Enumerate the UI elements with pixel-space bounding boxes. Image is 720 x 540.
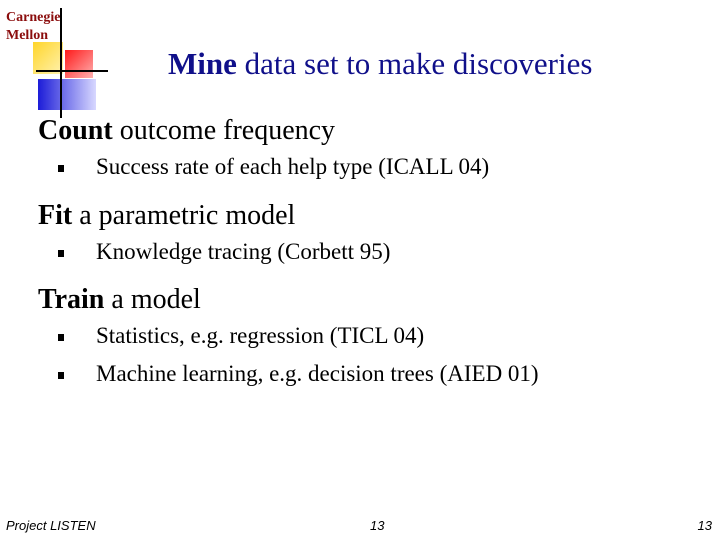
bullet-keyword: Train: [38, 284, 105, 315]
logo-red-square: [65, 50, 93, 78]
square-bullet-icon: [58, 250, 64, 257]
sub-bullet: [38, 317, 698, 355]
title-rest: data set to make discoveries: [236, 46, 593, 81]
slide-title: [168, 46, 592, 82]
bullet-train: [38, 283, 698, 317]
bullet-keyword: Count: [38, 115, 113, 146]
square-bullet-icon: [58, 334, 64, 341]
footer-slide-number-center: 13: [370, 518, 385, 533]
sub-bullet: [38, 148, 698, 186]
logo-blue-bar: [38, 79, 96, 110]
logo-wordmark: [6, 9, 60, 45]
sub-bullet-text: Statistics, e.g. regression (TICL 04): [96, 323, 425, 348]
logo-line-2: Mellon: [6, 28, 48, 43]
bullet-count: [38, 114, 698, 148]
logo-line-1: Carnegie: [6, 10, 61, 25]
title-emphasis: Mine: [168, 46, 237, 81]
footer-project-name: Project LISTEN: [6, 518, 96, 533]
bullet-text: a model: [104, 284, 201, 315]
footer-slide-number-right: 13: [697, 518, 712, 533]
bullet-keyword: Fit: [38, 200, 73, 231]
sub-bullet-text: Success rate of each help type (ICALL 04): [96, 154, 490, 179]
logo-yellow-square: [33, 42, 63, 74]
bullet-text: a parametric model: [72, 200, 296, 231]
slide-body: [38, 114, 698, 393]
square-bullet-icon: [58, 372, 64, 379]
sub-bullet-text: Machine learning, e.g. decision trees (AIED 01): [96, 361, 539, 386]
sub-bullet: [38, 233, 698, 271]
bullet-fit: [38, 199, 698, 233]
bullet-text: outcome frequency: [112, 115, 336, 146]
square-bullet-icon: [58, 165, 64, 172]
sub-bullet-text: Knowledge tracing (Corbett 95): [96, 239, 391, 264]
logo-horizontal-line: [36, 70, 108, 72]
sub-bullet: [38, 355, 698, 393]
